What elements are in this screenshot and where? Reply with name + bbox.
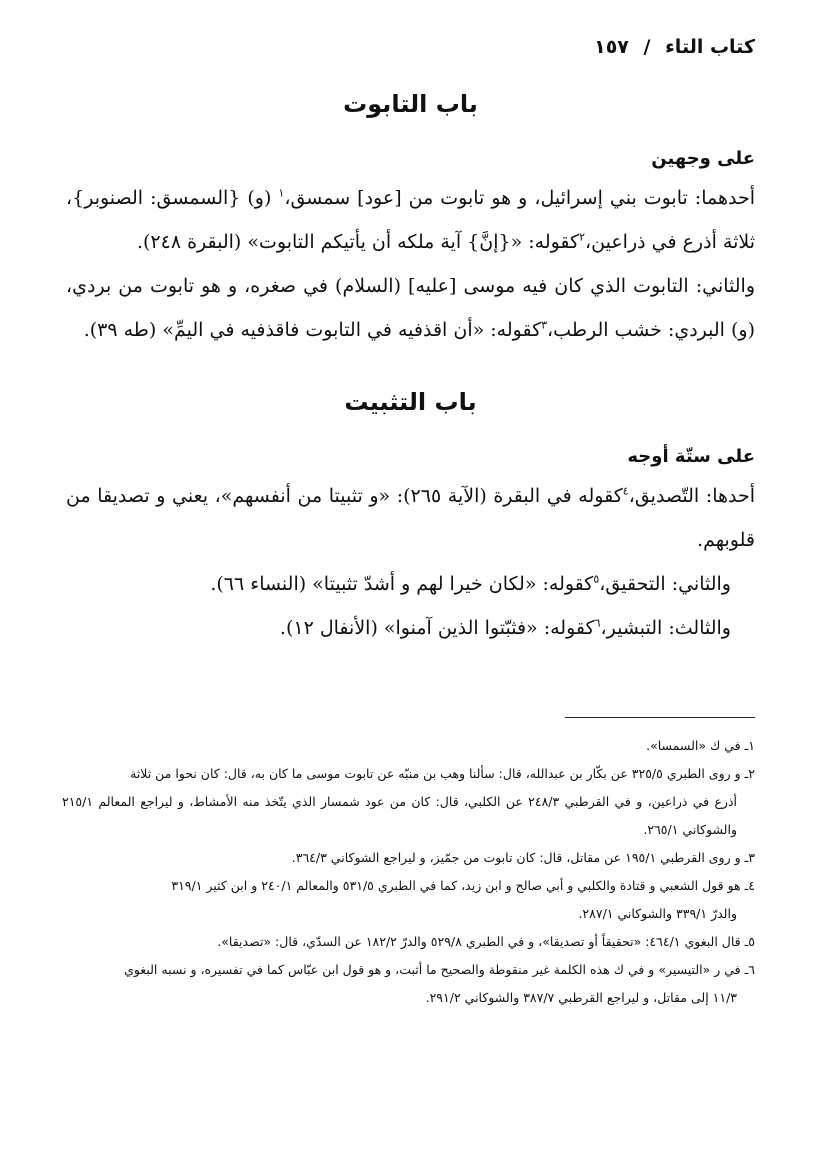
paragraph-text: كقوله في البقرة (الآية ٢٦٥): «و تثبيتا من أنفسهم»، يعني و تصديقا من قلوبهم. [66,485,755,551]
footnote-text: أذرع في ذراعين، و في القرطبي ٢٤٨/٣ عن الكلبي، قال: كان من عود شمسار الذي يتّخذ منه الأمشاط، و ليراجع المعالم ٢١٥/١ والشوكاني ٢٦٥/١. [62,794,737,837]
paragraph-text: كقوله: «فثبّتوا الذين آمنوا» (الأنفال ١٢). [279,617,595,639]
footnote-ref: ٣ [541,318,548,332]
book-title: كتاب التاء [665,36,755,58]
running-header [594,36,755,58]
footnote-divider [565,717,755,718]
paragraph-text: (و) {السمسق: الصنوبر}، ثلاثة أذرع في ذراعين، [66,187,755,253]
paragraph [66,606,755,650]
paragraph-text: أحدها: التّصديق، [628,485,756,507]
paragraph-text: أحدهما: تابوت بني إسرائيل، و هو تابوت من [عود] سمسق، [284,187,756,209]
paragraph-text: والثاني: التحقيق، [599,573,731,595]
footnote-text: ١ـ في ك «السمسا». [646,738,755,753]
footnote-text: والدرّ ٣٣٩/١ والشوكاني ٢٨٧/١. [578,906,737,921]
paragraph [66,176,755,264]
paragraph-text: والثالث: التبشير، [600,617,731,639]
paragraph-text: والثاني: التابوت الذي كان فيه موسى [عليه] (السلام) في صغره، و هو تابوت من بردي، (و) البردي: خشب الرطب، [66,275,755,341]
footnote-text: ٤ـ هو قول الشعبي و قتادة والكلبي و أبي صالح و ابن زيد، كما في الطبري ٥٣١/٥ والمعالم ٢٤٠/١ و ابن كثير ٣١٩/١ [171,878,755,893]
footnote-text: ١١/٣ إلى مقاتل، و ليراجع القرطبي ٣٨٧/٧ والشوكاني ٢٩١/٢. [425,990,737,1005]
section-subhead-tabut: على وجهين [651,148,755,169]
section-subhead-tathbit: على ستّة أوجه [627,446,755,467]
paragraph [66,474,755,562]
footnote [62,760,755,844]
paragraph-text: كقوله: «{إنَّ} آية ملكه أن يأتيكم التابوت» (البقرة ٢٤٨). [136,231,580,253]
section-title-tathbit: باب التثبيت [344,388,477,416]
footnote [62,872,755,928]
header-separator: / [643,36,651,58]
footnote-text: ٥ـ قال البغوي ٤٦٤/١: «تحقيقاً أو تصديقا»، و في الطبري ٥٢٩/٨ والدرّ ١٨٢/٢ عن السدّي، قال: «تصديقا». [217,934,755,949]
footnote-text: ٢ـ و روى الطبري ٣٢٥/٥ عن بكّار بن عبدالله، قال: سألنا وهب بن منبّه عن تابوت موسى ما كان به، قال: كان نحوا من ثلاثة [130,766,755,781]
footnote-ref: ٤ [622,484,629,498]
main-text [66,84,755,650]
footnote [62,732,755,760]
footnote-ref: ١ [278,186,285,200]
footnote-ref: ٢ [579,230,586,244]
paragraph-text: كقوله: «لكان خيرا لهم و أشدّ تثبيتا» (النساء ٦٦). [210,573,594,595]
footnote [62,844,755,872]
footnote-text: ٣ـ و روى القرطبي ١٩٥/١ عن مقاتل، قال: كان تابوت من جمّيز، و ليراجع الشوكاني ٣٦٤/٣. [291,850,755,865]
footnote [62,956,755,1012]
footnote [62,928,755,956]
footnote-text: ٦ـ في ر «التيسير» و في ك هذه الكلمة غير منقوطة والصحيح ما أثبت، و هو قول ابن عبّاس كما في تفسيره، و نسبه البغوي [124,962,755,977]
page-number: ١٥٧ [594,36,629,58]
footnote-ref: ٦ [594,616,601,630]
paragraph-text: كقوله: «أن اقذفيه في التابوت فاقذفيه في اليمِّ» (طه ٣٩). [83,319,542,341]
paragraph [66,264,755,352]
section-title-tabut: باب التابوت [343,90,478,118]
footnote-ref: ٥ [593,572,600,586]
footnotes [62,732,755,1012]
paragraph [66,562,755,606]
